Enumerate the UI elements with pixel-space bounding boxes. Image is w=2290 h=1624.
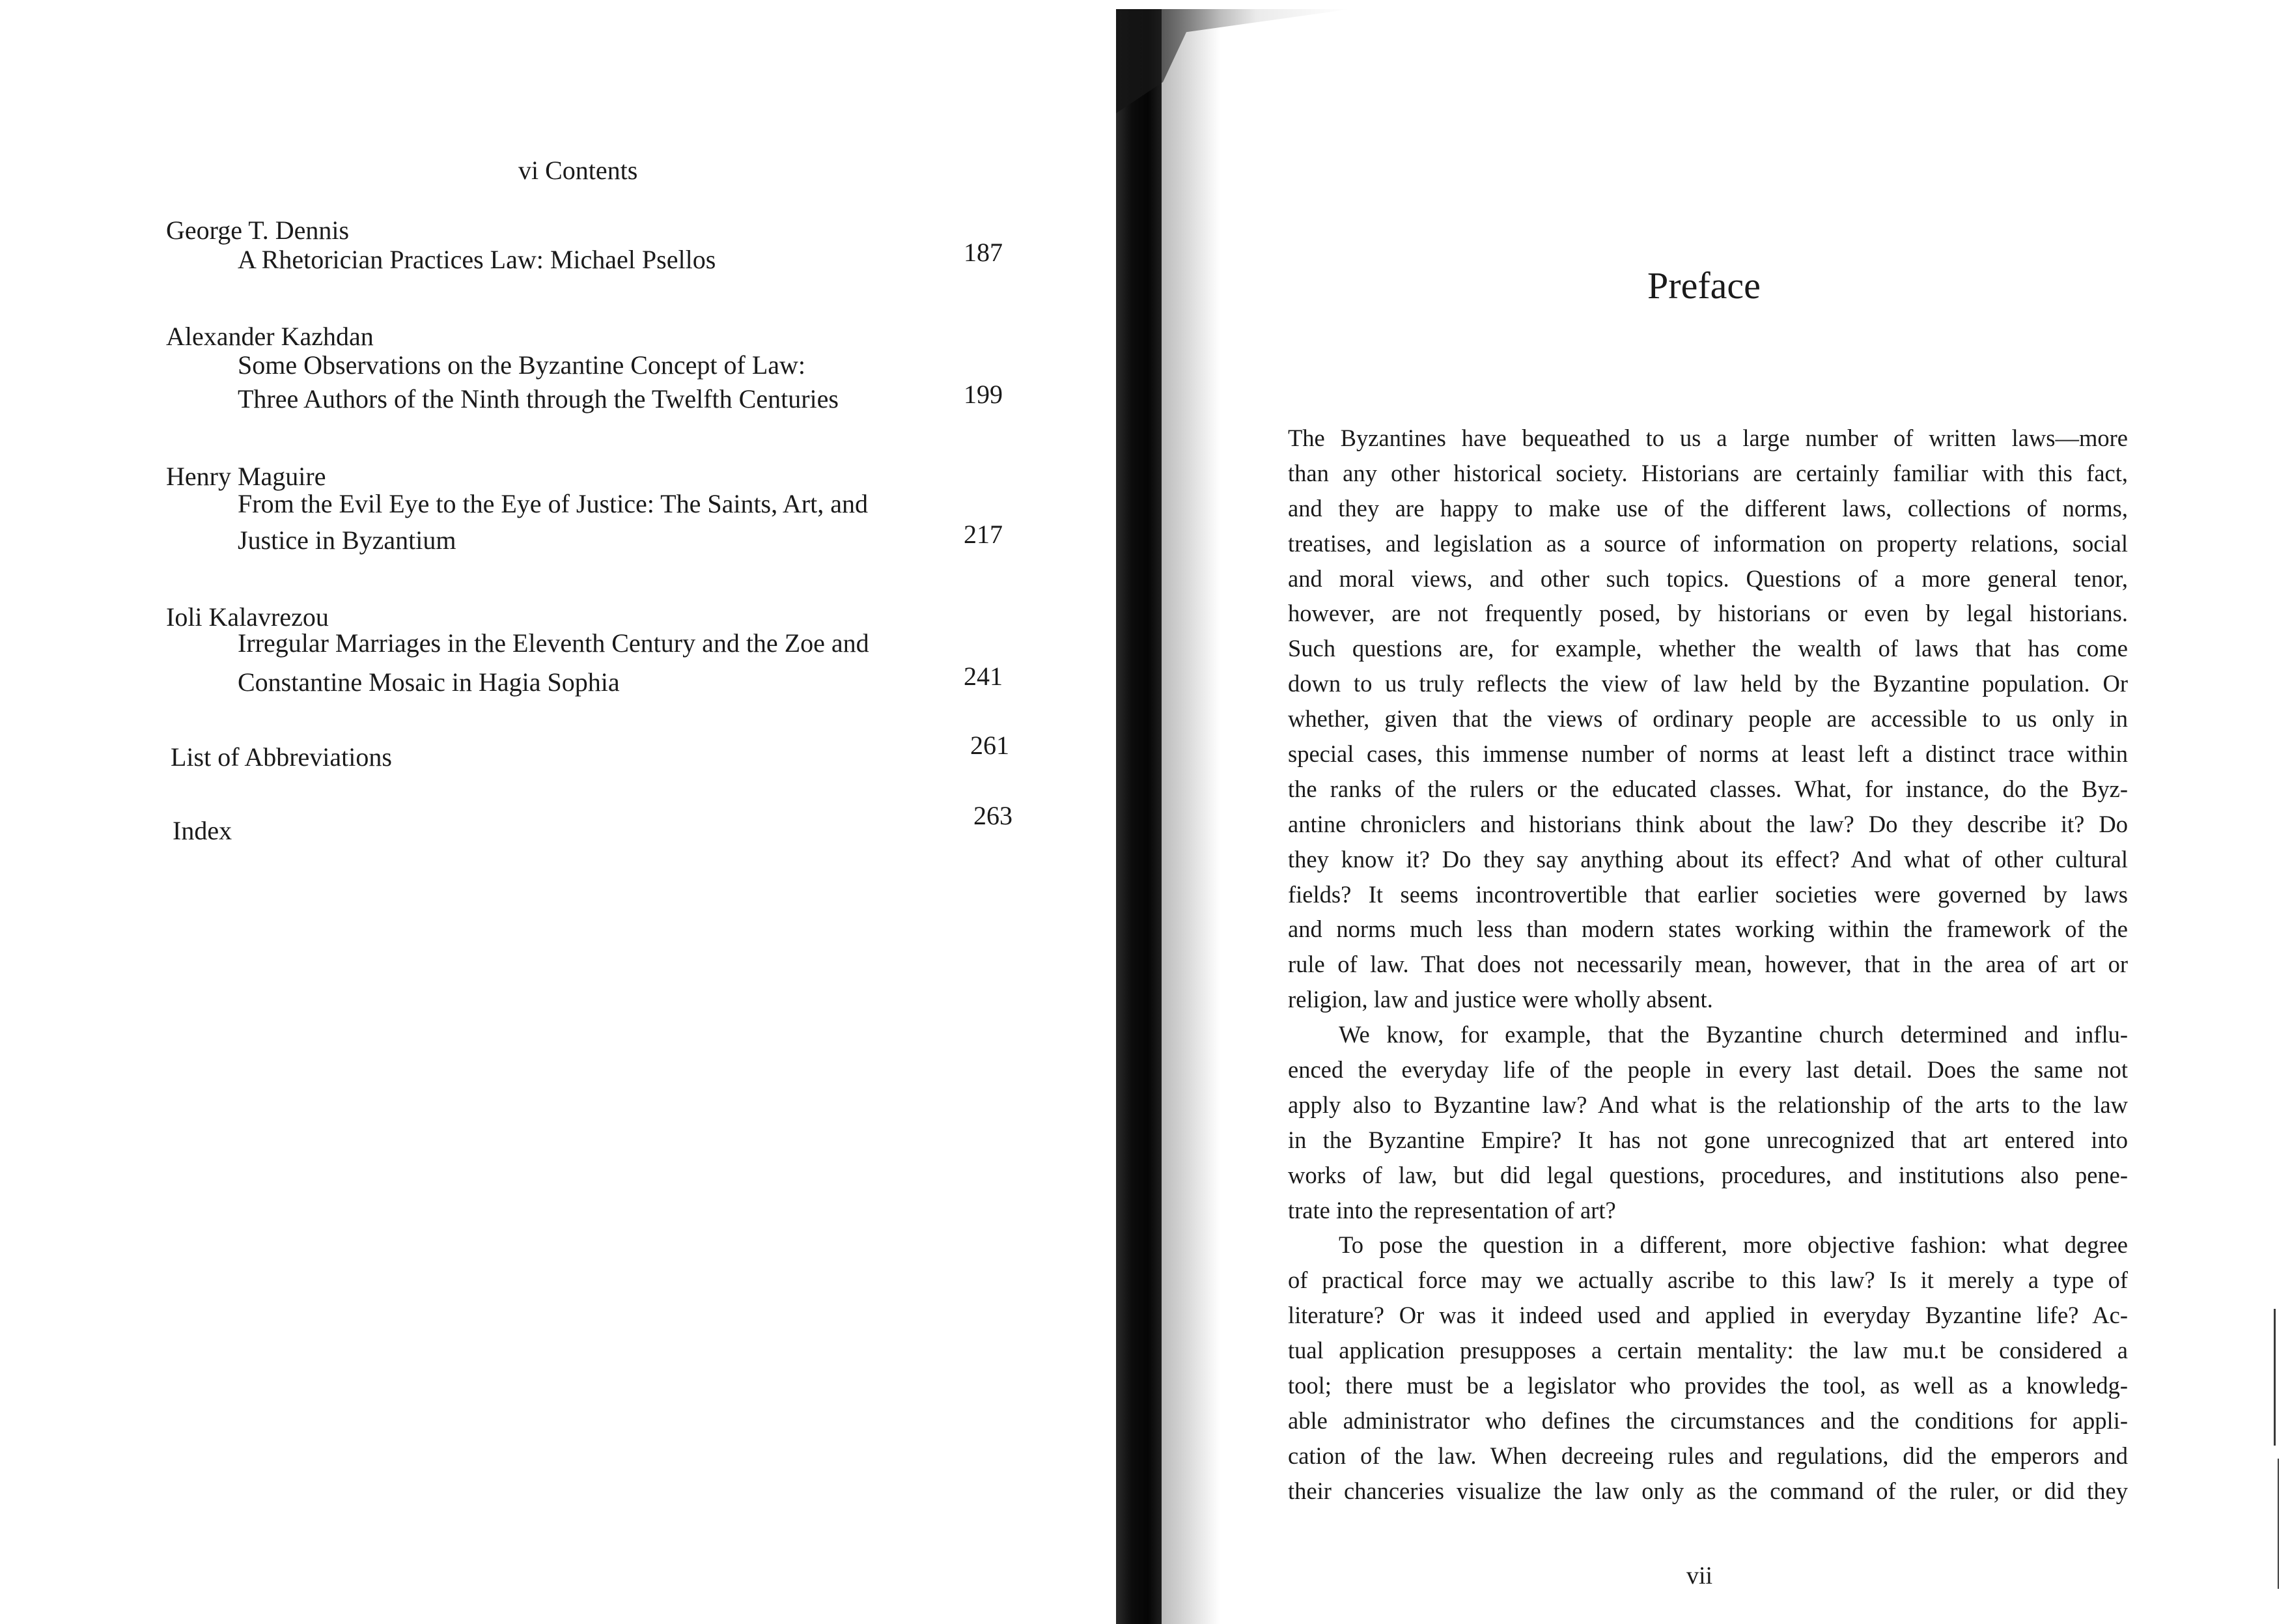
text-line: apply also to Byzantine law? And what is the relationship of the arts to the law bbox=[1288, 1091, 2128, 1118]
text-line: than any other historical society. Historians are certainly familiar with this fact, bbox=[1288, 459, 2128, 486]
toc-title-line: Irregular Marriages in the Eleventh Century and the Zoe and bbox=[238, 628, 869, 658]
text-line: religion, law and justice were wholly absent. bbox=[1288, 986, 1713, 1013]
toc-title-line: From the Evil Eye to the Eye of Justice: The Saints, Art, and bbox=[238, 489, 868, 518]
text-line: tool; there must be a legislator who provides the tool, as well as a knowledg- bbox=[1288, 1372, 2128, 1399]
toc-author: Alexander Kazhdan bbox=[166, 322, 374, 351]
text-line: of practical force may we actually ascribe to this law? Is it merely a type of bbox=[1288, 1267, 2128, 1294]
text-line: To pose the question in a different, more objective fashion: what degree bbox=[1339, 1231, 2128, 1259]
toc-title-line: Three Authors of the Ninth through the Twelfth Centuries bbox=[238, 384, 839, 413]
text-line: The Byzantines have bequeathed to us a large number of written laws—more bbox=[1288, 425, 2128, 451]
text-line: We know, for example, that the Byzantine church determined and influ- bbox=[1339, 1021, 2128, 1048]
toc-abbreviations: List of Abbreviations bbox=[171, 742, 392, 772]
scan-edge-mark bbox=[2274, 1309, 2276, 1446]
text-line: however, are not frequently posed, by historians or even by legal historians. bbox=[1288, 600, 2128, 627]
text-line: cation of the law. When decreeing rules and regulations, did the emperors and bbox=[1288, 1442, 2128, 1469]
text-line: works of law, but did legal questions, procedures, and institutions also pene- bbox=[1288, 1161, 2128, 1188]
text-line: and they are happy to make use of the different laws, collections of norms, bbox=[1288, 494, 2128, 522]
text-line: antine chroniclers and historians think about the law? Do they describe it? Do bbox=[1288, 810, 2128, 837]
text-line: rule of law. That does not necessarily mean, however, that in the area of art or bbox=[1288, 951, 2128, 978]
text-line: Such questions are, for example, whether the wealth of laws that has come bbox=[1288, 635, 2128, 662]
text-line: treatises, and legislation as a source of information on property relations, social bbox=[1288, 529, 2128, 557]
preface-page bbox=[1192, 0, 2290, 1624]
contents-page bbox=[0, 0, 1107, 1624]
text-line: down to us truly reflects the view of law held by the Byzantine population. Or bbox=[1288, 670, 2128, 697]
toc-author: Henry Maguire bbox=[166, 462, 326, 491]
page-number: vii bbox=[1686, 1562, 1713, 1589]
toc-page-number: 187 bbox=[964, 238, 1003, 267]
toc-page-number: 263 bbox=[973, 801, 1012, 830]
book-gutter bbox=[1116, 9, 1162, 1624]
scan-edge-mark bbox=[2278, 1459, 2279, 1589]
toc-index: Index bbox=[173, 816, 232, 845]
text-line: in the Byzantine Empire? It has not gone unrecognized that art entered into bbox=[1288, 1126, 2128, 1153]
text-line: their chanceries visualize the law only as the command of the ruler, or did they bbox=[1288, 1477, 2128, 1504]
text-line: able administrator who defines the circumstances and the conditions for appli- bbox=[1288, 1407, 2128, 1434]
running-head: vi Contents bbox=[518, 156, 638, 185]
text-line: special cases, this immense number of norms at least left a distinct trace within bbox=[1288, 740, 2128, 768]
toc-title-line: A Rhetorician Practices Law: Michael Psellos bbox=[238, 245, 716, 274]
toc-title-line: Justice in Byzantium bbox=[238, 525, 456, 555]
preface-body bbox=[1288, 421, 2128, 1509]
text-line: they know it? Do they say anything about its effect? And what of other cultural bbox=[1288, 845, 2128, 873]
toc-page-number: 217 bbox=[964, 520, 1003, 549]
text-line: fields? It seems incontrovertible that earlier societies were governed by laws bbox=[1288, 880, 2128, 908]
text-line: whether, given that the views of ordinary people are accessible to us only in bbox=[1288, 705, 2128, 733]
toc-author: George T. Dennis bbox=[166, 216, 350, 245]
toc-title-line: Constantine Mosaic in Hagia Sophia bbox=[238, 667, 620, 697]
text-line: trate into the representation of art? bbox=[1288, 1196, 1616, 1224]
text-line: and moral views, and other such topics. Questions of a more general tenor, bbox=[1288, 565, 2128, 592]
toc-page-number: 199 bbox=[964, 380, 1003, 409]
text-line: literature? Or was it indeed used and applied in everyday Byzantine life? Ac- bbox=[1288, 1302, 2128, 1329]
page-title: Preface bbox=[1647, 264, 1761, 307]
toc-title-line: Some Observations on the Byzantine Concept of Law: bbox=[238, 350, 806, 380]
text-line: tual application presupposes a certain mentality: the law mu.t be considered a bbox=[1288, 1337, 2128, 1364]
text-line: enced the everyday life of the people in every last detail. Does the same not bbox=[1288, 1056, 2128, 1084]
text-line: the ranks of the rulers or the educated classes. What, for instance, do the Byz- bbox=[1288, 775, 2128, 802]
toc-author: Ioli Kalavrezou bbox=[166, 602, 329, 632]
text-line: and norms much less than modern states working within the framework of the bbox=[1288, 916, 2128, 943]
toc-page-number: 241 bbox=[964, 662, 1003, 691]
toc-page-number: 261 bbox=[970, 731, 1009, 760]
